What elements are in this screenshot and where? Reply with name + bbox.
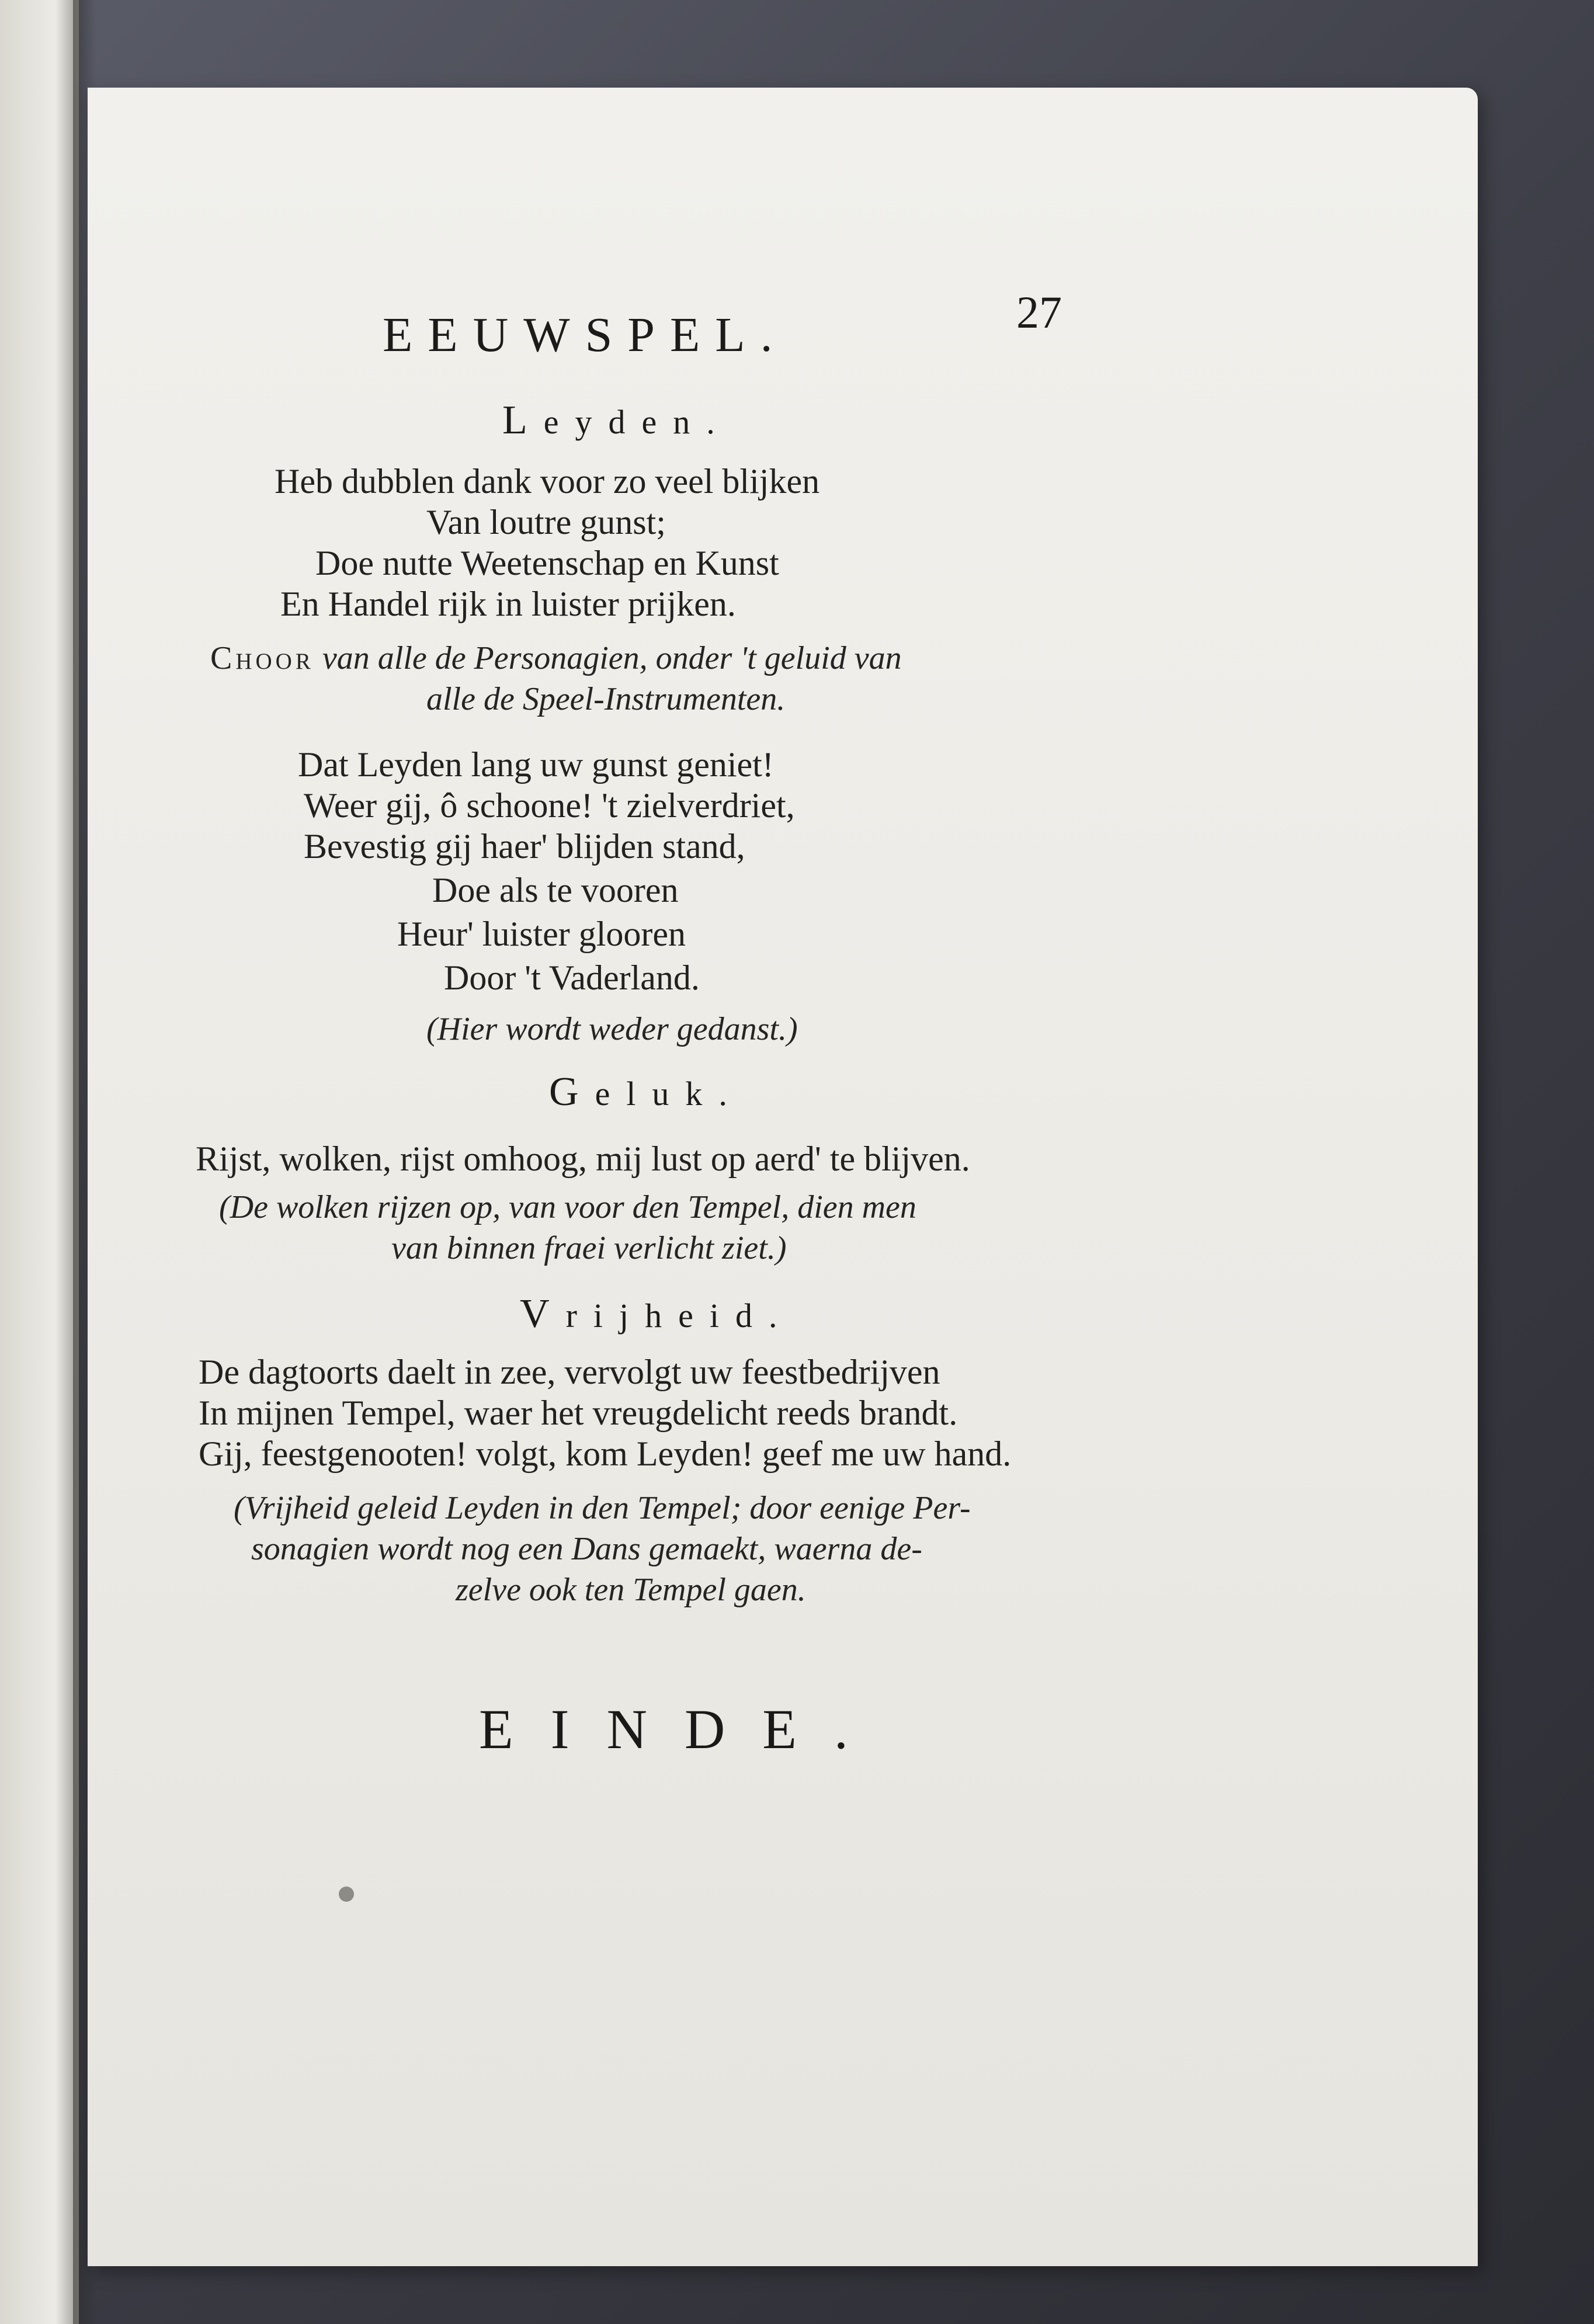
verse-line: Van loutre gunst;: [426, 503, 666, 541]
stage-direction: (Vrijheid geleid Leyden in den Tempel; door eenige Per-: [234, 1490, 971, 1526]
verse-line: Doe als te vooren: [432, 871, 679, 909]
verse-line: Gij, feestgenooten! volgt, kom Leyden! geef me uw hand.: [199, 1434, 1012, 1473]
verse-line: Doe nutte Weetenschap en Kunst: [315, 544, 779, 582]
stage-direction: van binnen fraei verlicht ziet.): [391, 1230, 787, 1266]
verse-line: In mijnen Tempel, waer het vreugdelicht reeds brandt.: [199, 1394, 958, 1432]
verse-line: Heur' luister glooren: [397, 915, 686, 953]
verse-line: Heb dubblen dank voor zo veel blijken: [275, 462, 820, 501]
stage-direction: sonagien wordt nog een Dans gemaekt, waerna de-: [251, 1531, 922, 1567]
speaker-geluk: Geluk.: [549, 1069, 744, 1114]
end-mark: EINDE.: [479, 1698, 885, 1760]
stage-direction: zelve ook ten Tempel gaen.: [456, 1572, 806, 1608]
paper-speck: [339, 1887, 354, 1902]
stage-direction: (De wolken rijzen op, van voor den Tempel, dien men: [219, 1189, 916, 1225]
speaker-choir: [210, 640, 902, 677]
verse-line: De dagtoorts daelt in zee, vervolgt uw feestbedrijven: [199, 1353, 940, 1391]
speaker-vrijheid: Vrijheid.: [520, 1291, 794, 1336]
choir-label: Choor: [210, 640, 314, 676]
verse-line: Rijst, wolken, rijst omhoog, mij lust op aerd' te blijven.: [196, 1140, 970, 1178]
verse-line: En Handel rijk in luister prijken.: [280, 585, 736, 623]
verse-line: Bevestig gij haer' blijden stand,: [304, 827, 745, 866]
verse-line: Door 't Vaderland.: [444, 958, 700, 997]
verse-line: Dat Leyden lang uw gunst geniet!: [298, 745, 774, 784]
running-head: EEUWSPEL.: [383, 308, 788, 362]
stage-direction: (Hier wordt weder gedanst.): [426, 1011, 798, 1047]
choir-description: van alle de Personagien, onder 't geluid van: [322, 640, 902, 676]
speaker-leyden: Leyden.: [502, 398, 731, 443]
book-page: [88, 88, 1478, 2266]
page-number: 27: [1016, 287, 1062, 338]
facing-page-edge: [0, 0, 79, 2324]
verse-line: Weer gij, ô schoone! 't zielverdriet,: [304, 786, 795, 825]
choir-description-2: alle de Speel-Instrumenten.: [426, 681, 786, 717]
